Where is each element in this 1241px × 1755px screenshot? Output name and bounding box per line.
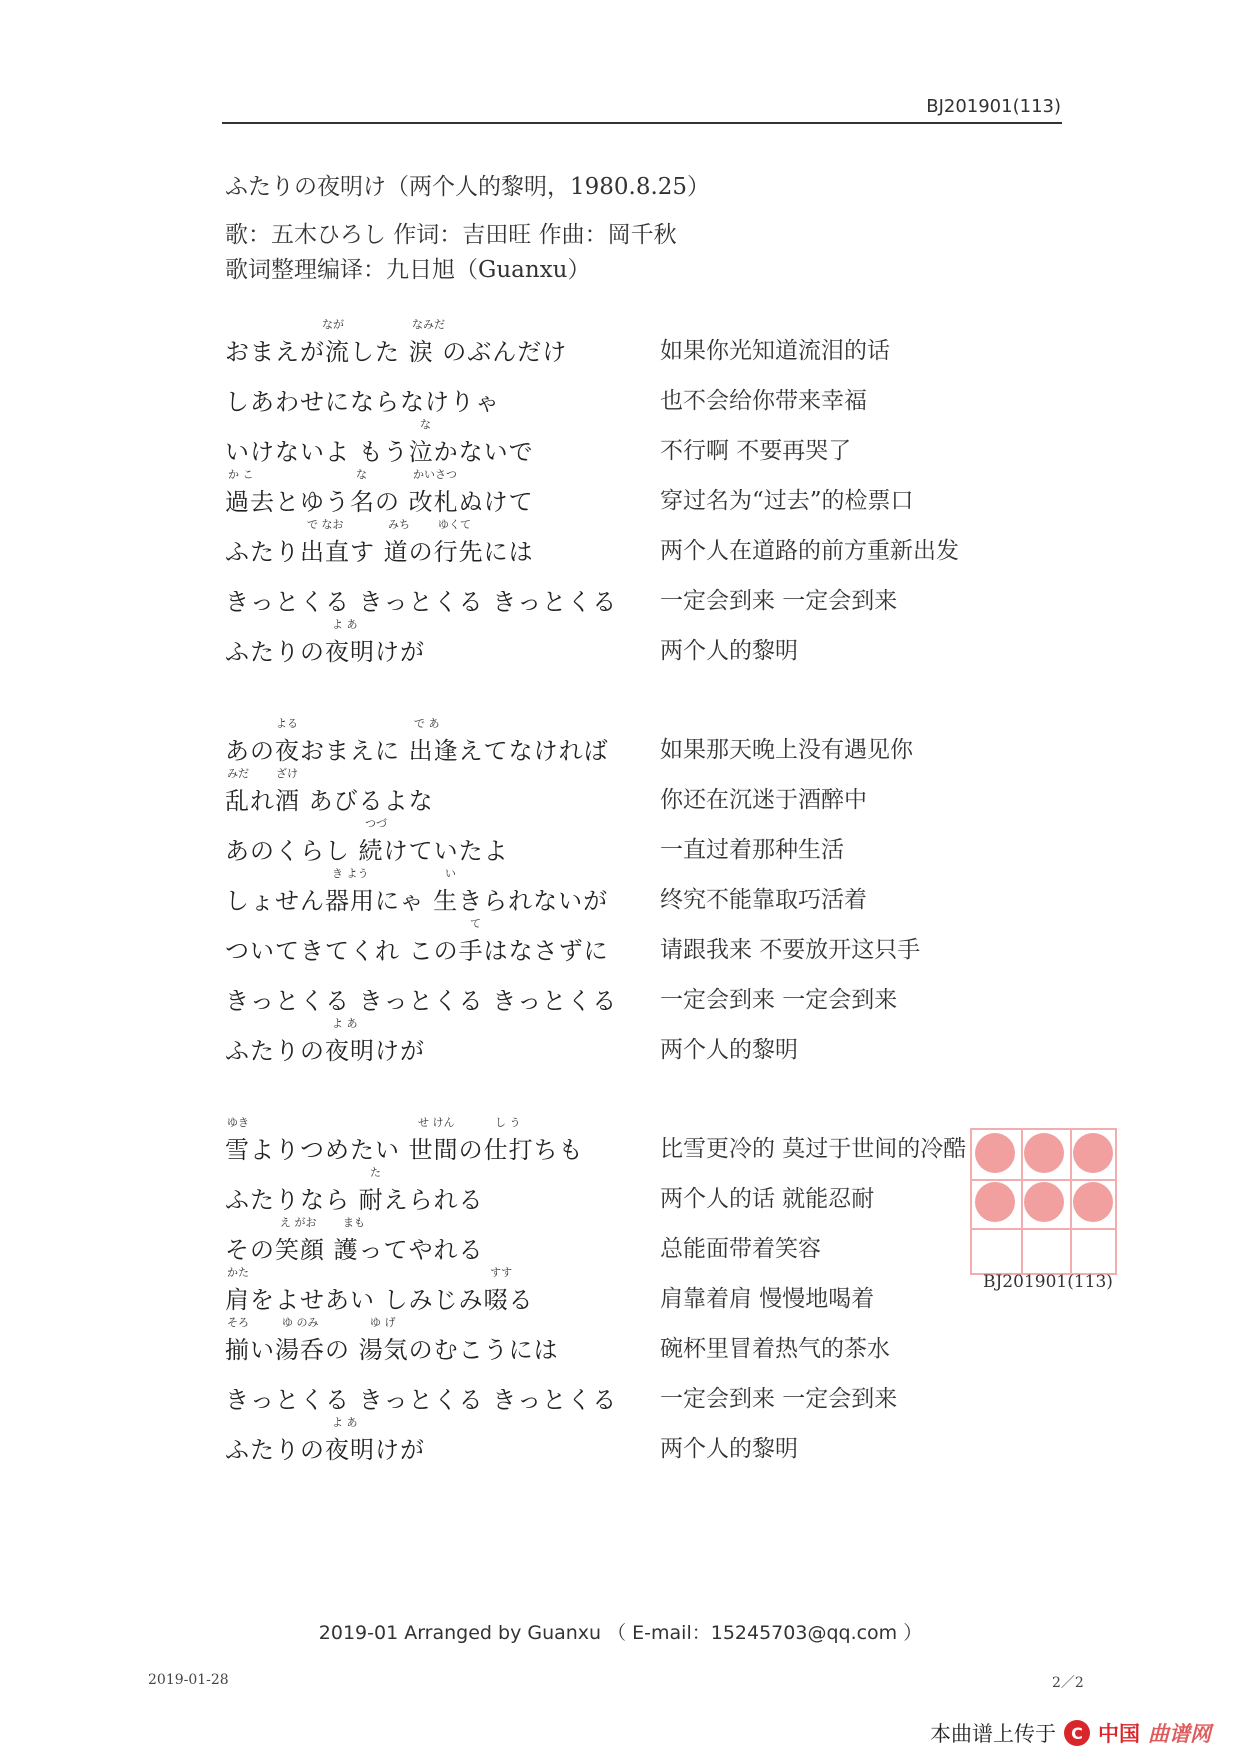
lyric-line bbox=[0, 618, 1241, 668]
furigana-reading: まも bbox=[343, 1216, 365, 1229]
furigana-reading: よる bbox=[276, 717, 298, 730]
seal-character: 日 bbox=[1037, 1257, 1054, 1277]
furigana-reading: い bbox=[445, 867, 456, 880]
japanese-lyric: ふたり出直す 道の行先には bbox=[225, 538, 534, 566]
japanese-lyric: ふたりの夜明けが bbox=[225, 1037, 425, 1065]
furigana-reading: そろ bbox=[227, 1316, 249, 1329]
chinese-translation: 比雪更冷的 莫过于世间的冷酷 bbox=[660, 1136, 967, 1162]
chinese-translation: 总能面带着笑容 bbox=[660, 1236, 821, 1262]
lyric-line bbox=[0, 717, 1241, 767]
seal-grid-line bbox=[972, 1228, 1115, 1230]
lyric-line bbox=[0, 1416, 1241, 1466]
japanese-lyric: 揃い湯呑の 湯気のむこうには bbox=[225, 1336, 559, 1364]
seal-character: 九 bbox=[988, 1257, 1005, 1277]
chinese-translation: 如果那天晚上没有遇见你 bbox=[660, 737, 913, 763]
japanese-lyric: ふたりの夜明けが bbox=[225, 638, 425, 666]
lyric-line bbox=[0, 568, 1241, 618]
furigana-reading: すす bbox=[490, 1266, 513, 1279]
chinese-translation: 两个人的黎明 bbox=[660, 1436, 798, 1462]
lyric-line bbox=[0, 318, 1241, 368]
furigana-reading: え がお bbox=[280, 1216, 317, 1229]
footer-arranged-by: 2019-01 Arranged by Guanxu （ E-mail：15245703@qq.com ） bbox=[318, 1622, 923, 1644]
site-logo-icon: C bbox=[1064, 1720, 1090, 1746]
furigana-reading: よ あ bbox=[332, 1416, 358, 1429]
furigana-reading: で あ bbox=[414, 717, 440, 730]
chinese-translation: 碗杯里冒着热气的茶水 bbox=[660, 1336, 890, 1362]
chinese-translation: 肩靠着肩 慢慢地喝着 bbox=[660, 1286, 875, 1312]
lyric-line bbox=[0, 468, 1241, 518]
furigana-reading: か こ bbox=[228, 468, 254, 481]
furigana-reading: なみだ bbox=[412, 318, 445, 331]
lyric-line bbox=[0, 1366, 1241, 1416]
japanese-lyric: しあわせにならなけりゃ bbox=[225, 388, 500, 416]
lyric-line bbox=[0, 817, 1241, 867]
seal-grid-line bbox=[972, 1179, 1115, 1181]
chinese-translation: 一定会到来 一定会到来 bbox=[660, 588, 898, 614]
chinese-translation: 不行啊 不要再哭了 bbox=[660, 438, 852, 464]
furigana-reading: な bbox=[420, 418, 431, 431]
furigana-reading: ゆ げ bbox=[370, 1316, 396, 1329]
japanese-lyric: あのくらし 続けていたよ bbox=[225, 837, 509, 865]
lyric-line bbox=[0, 1316, 1241, 1366]
furigana-reading: き よう bbox=[332, 867, 369, 880]
furigana-reading: かた bbox=[227, 1266, 249, 1279]
chinese-translation: 两个人的黎明 bbox=[660, 1037, 798, 1063]
furigana-reading: みち bbox=[388, 518, 410, 531]
furigana-reading: ざけ bbox=[276, 767, 298, 780]
page-number: 2／2 bbox=[1052, 1675, 1084, 1691]
header-divider bbox=[222, 122, 1062, 124]
japanese-lyric: 乱れ酒 あびるよな bbox=[225, 787, 434, 815]
furigana-reading: た bbox=[370, 1166, 381, 1179]
furigana-reading: で なお bbox=[307, 518, 344, 531]
seal-dot bbox=[1024, 1133, 1064, 1173]
furigana-reading: ゆ のみ bbox=[282, 1316, 319, 1329]
lyric-line bbox=[0, 518, 1241, 568]
japanese-lyric: ふたりなら 耐えられる bbox=[225, 1186, 484, 1214]
chinese-translation: 你还在沉迷于酒醉中 bbox=[660, 787, 867, 813]
furigana-reading: ゆき bbox=[227, 1116, 249, 1129]
site-brand-part2: 曲谱网 bbox=[1148, 1722, 1211, 1746]
japanese-lyric: きっとくる きっとくる きっとくる bbox=[225, 1386, 618, 1414]
verse bbox=[0, 318, 1241, 668]
lyric-line bbox=[0, 917, 1241, 967]
document-code: BJ201901(113) bbox=[926, 96, 1061, 117]
seal-dot bbox=[1073, 1182, 1113, 1222]
chinese-translation: 请跟我来 不要放开这只手 bbox=[660, 937, 921, 963]
seal-dot bbox=[1024, 1182, 1064, 1222]
site-brand-part1: 中国 bbox=[1098, 1722, 1140, 1746]
furigana-reading: せ けん bbox=[418, 1116, 455, 1129]
seal-dot bbox=[1073, 1133, 1113, 1173]
chinese-translation: 一直过着那种生活 bbox=[660, 837, 844, 863]
chinese-translation: 两个人的话 就能忍耐 bbox=[660, 1186, 875, 1212]
upload-prefix: 本曲谱上传于 bbox=[930, 1722, 1056, 1746]
japanese-lyric: おまえが流した 涙 のぶんだけ bbox=[225, 338, 568, 366]
chinese-translation: 一定会到来 一定会到来 bbox=[660, 987, 898, 1013]
furigana-reading: なが bbox=[322, 318, 344, 331]
lyric-line bbox=[0, 418, 1241, 468]
japanese-lyric: ついてきてくれ この手はなさずに bbox=[225, 937, 609, 965]
furigana-reading: よ あ bbox=[332, 1017, 358, 1030]
japanese-lyric: ふたりの夜明けが bbox=[225, 1436, 425, 1464]
lyric-line bbox=[0, 967, 1241, 1017]
japanese-lyric: いけないよ もう泣かないで bbox=[225, 438, 534, 466]
japanese-lyric: その笑顔 護ってやれる bbox=[225, 1236, 484, 1264]
footer-date: 2019-01-28 bbox=[148, 1672, 229, 1688]
lyrics-editor-credit: 歌词整理编译：九日旭（Guanxu） bbox=[225, 257, 591, 283]
verse bbox=[0, 717, 1241, 1067]
furigana-reading: な bbox=[356, 468, 367, 481]
japanese-lyric: あの夜おまえに 出逢えてなければ bbox=[225, 737, 609, 765]
chinese-translation: 两个人的黎明 bbox=[660, 638, 798, 664]
chinese-translation: 两个人在道路的前方重新出发 bbox=[660, 538, 959, 564]
song-title: ふたりの夜明け（两个人的黎明，1980.8.25） bbox=[225, 174, 711, 200]
furigana-reading: よ あ bbox=[332, 618, 358, 631]
song-credits: 歌：五木ひろし 作词：吉田旺 作曲：岡千秋 bbox=[225, 222, 677, 248]
upload-source bbox=[930, 1718, 1211, 1748]
furigana-reading: て bbox=[470, 917, 481, 930]
japanese-lyric: しょせん器用にゃ 生きられないが bbox=[225, 887, 609, 915]
lyric-line bbox=[0, 1017, 1241, 1067]
japanese-lyric: 過去とゆう名の 改札ぬけて bbox=[225, 488, 534, 516]
furigana-reading: つづ bbox=[365, 817, 387, 830]
furigana-reading: みだ bbox=[227, 767, 249, 780]
furigana-reading: し う bbox=[495, 1116, 521, 1129]
chinese-translation: 也不会给你带来幸福 bbox=[660, 388, 867, 414]
seal-dot bbox=[975, 1133, 1015, 1173]
seal-code: BJ201901(113) bbox=[983, 1272, 1113, 1292]
japanese-lyric: 雪よりつめたい 世間の仕打ちも bbox=[225, 1136, 584, 1164]
lyric-line bbox=[0, 767, 1241, 817]
chinese-translation: 一定会到来 一定会到来 bbox=[660, 1386, 898, 1412]
japanese-lyric: きっとくる きっとくる きっとくる bbox=[225, 987, 618, 1015]
seal-dot bbox=[975, 1182, 1015, 1222]
japanese-lyric: 肩をよせあい しみじみ啜る bbox=[225, 1286, 534, 1314]
lyric-line bbox=[0, 867, 1241, 917]
chinese-translation: 终究不能靠取巧活着 bbox=[660, 887, 867, 913]
furigana-reading: かいさつ bbox=[413, 468, 457, 481]
chinese-translation: 穿过名为“过去”的检票口 bbox=[660, 488, 914, 514]
japanese-lyric: きっとくる きっとくる きっとくる bbox=[225, 588, 618, 616]
seal-character: 旭 bbox=[1086, 1257, 1103, 1277]
lyric-line bbox=[0, 368, 1241, 418]
chinese-translation: 如果你光知道流泪的话 bbox=[660, 338, 890, 364]
furigana-reading: ゆくて bbox=[438, 518, 471, 531]
personal-seal-stamp bbox=[970, 1128, 1117, 1275]
